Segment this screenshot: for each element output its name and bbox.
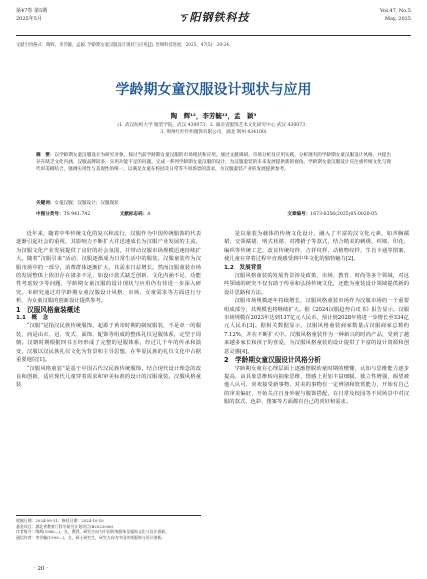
article-number-group <box>287 211 391 218</box>
abstract <box>36 152 391 173</box>
left-column <box>16 230 201 390</box>
body-paragraph: 汉服市场规模逐年持续增长，汉服风格童装市场作为汉服市场的一个重要组成部分，其规模也将继续扩大。据《2024汉服趋势白皮书》报告显示，汉服市场规模在2023年达到137亿元人民币，预计到2028年将进一步增长至334亿元人民币[3]。据相关数据显示，汉服风格童装商家数量占汉服商家总数约7.12%，并在不断扩大中。汉服风格童装作为一种新兴的时尚产品，受到了越来越多家长和孩子的喜爱，为汉服风格童装的设计提供了丰富的设计资源和创意灵感[4]。 <box>224 298 409 355</box>
body-paragraph: 汉服风格童装的发展背景涉及政策、市场、教育、时尚等多个领域，对这些领域的研究不仅有助于传承和弘扬传统文化，还能为童装设计领域提供新的设计思路和方法。 <box>224 273 409 296</box>
footnote-corresponding: 通信作者：李芳毓(1999—)，女，硕士研究生，研究方向为中国传统服饰与设计创新。 <box>16 534 166 540</box>
doc-code-group <box>120 212 165 217</box>
article-number-label: 文章编号： <box>287 212 311 217</box>
keywords-text: 女童汉服；汉服设计；汉服现状 <box>54 201 119 206</box>
keywords-label: 关键词： <box>36 201 55 206</box>
right-column <box>224 230 409 407</box>
classification-line <box>36 211 391 218</box>
subsection-heading: 1.2 发展背景 <box>224 264 262 271</box>
body-paragraph: 是以童装为载体的传统文化设计，融入了丰富的汉文化元素，如齐胸襦裙、交领襦裙、明式袄裙、对襟褙子等款式，结合精美的刺绣、织锦、印花、编织等传统工艺，改良传统纹样、吉祥纹样、动植物纹样，生肖卡通等图案，使儿童在穿着过程中直观感受到中华文化的独特魅力[2]。 <box>224 231 409 263</box>
footnote-author: 作者简介：陶辉(1980—)，女，教授，研究方向为中国传统服饰及服饰文化与设计创新。 <box>16 529 169 535</box>
header-right <box>380 7 411 23</box>
citation-line: 文献引用格式：陶辉，李芳毓，孟颖. 学龄期女童汉服设计现状与应用[J]. 丝绸科技进展，2025，47(5)：20-24. <box>16 43 231 48</box>
running-header <box>16 7 411 35</box>
doc-code-value: A <box>147 212 151 217</box>
affiliation-line: 3. 荆州红叶针织服饰有限公司，湖北 荆州 434100) <box>160 130 267 135</box>
volume-en: Vol.47, No.5 <box>380 8 411 14</box>
clc-value: TS 941.742 <box>63 212 91 217</box>
section-heading: 1 汉服风格童装概述 <box>16 305 80 314</box>
date-en: May, 2025 <box>384 16 411 22</box>
body-paragraph: 学龄期女童在心理层面上逐渐摆脱幼童时期的懵懂，认知与思维能力逐步提高，由具象思维转向抽象思维，情感上更加丰富细腻，独立性增强，渴望被他人认可，喜欢接受新事物，对美的事物有一定辨别和欣赏能力，开始有自己的审美偏好，开始关注自身外貌与服饰搭配，在日常及校园等不同场景中对汉服的款式、色彩、图案等方面都有自己的喜好和需求。 <box>224 365 409 406</box>
footnote-funding: 基金项目：湖北省教育厅科学研究计划项目(B2023096) <box>16 523 114 529</box>
subsection-heading: 1.1 概 念 <box>16 315 49 322</box>
header-rule <box>16 35 411 36</box>
journal-name: ㄎ阳钢铁科技 <box>177 11 250 24</box>
affiliation-line: (1. 武汉纺织大学 服装学院，武汉 430073；2. 湖北省服饰艺术文化研究中心 武汉 430073； <box>117 123 310 128</box>
article-title: 学龄期女童汉服设计现状与应用 <box>115 82 312 98</box>
clc-group <box>36 212 104 217</box>
date-cn: 2025年5月 <box>16 16 42 22</box>
doc-code-label: 文献标志码： <box>119 212 148 217</box>
intro-paragraph: 近年来，随着中华传统文化的复兴和流行，汉服作为中国传统服饰的代表逐渐引起社会的重视，其影响力不断扩大并迅速成长为汉服产业发展的主流，为汉服文化产业发展提供了良好的社会氛围，并带动汉服市场规模迅速持续扩大。随着“汉服引来”活动，汉服逐渐成为日常生活中的服装，汉服童装作为汉服市场中的一部分，消费群体逐渐扩大，其需求日益增长。然而汉服童装市场的发展整体上依旧存在诸多不足，如设计款式缺乏创新、文化内涵不足、功能性考虑较少等问题，学龄期女童汉服的设计现状与应用仍有待进一步深入研究。本研究通过对学龄期女童汉服设计风格、市场、女童需求等方面进行分析，为女童汉服的创新设计提供参考。 <box>16 231 201 305</box>
abstract-label: 摘 要： <box>36 153 55 158</box>
keywords <box>36 200 391 207</box>
affiliations <box>0 122 427 136</box>
body-paragraph: “汉服风格童装”是基于中国古代汉民族传统服饰，结合现代设计理念的改良和创新，适应现代儿童穿着需求和审美标准的设计的汉服童装。汉服风格童装 <box>16 365 201 389</box>
footnote-block <box>16 515 201 540</box>
body-paragraph: “汉服”是指汉民族传统服饰，起源于黄帝时期的制度服装，不是单一的服装，而是由衣、冠、发式、面饰、配饰等组成的整体礼仪冠服体系，定型于周朝。汉朝时期根据四书五经形成了完整的冠服体系，经过几千年的传承和演变，汉服以汉民族礼仪文化为背景和主导思想，在华夏民族的礼仪文化中占据重要地位[1]。 <box>16 323 201 364</box>
footnote-received: 收稿日期：2024-09-11；修回日期：2024-10-10 <box>16 518 104 523</box>
abstract-text: 以学龄期女童汉服设计为研究对象，探讨当前学龄期女童汉服的市场现状和应用。通过文献调研、市场分析及应用实践，分析现有的学龄期女童汉服设计风格，并提出存在缺乏文化内涵、汉服品牌较多，实用功能不足的问题。完成一系列学龄期女童汉服的设计，为汉服童装的未来发展提供新的视角。学龄期女童汉服设计应注重传统文化与现代审美相结合，强调实用性与美观性的统一，以满足女童在校园及日常等不同场景的需求，为汉服童装产业的发展提供参考。 <box>36 153 391 172</box>
page-number: · 20 · <box>34 566 48 572</box>
section-heading: 2 学龄期女童汉服设计风格分析 <box>224 356 321 365</box>
clc-label: 中图分类号： <box>36 212 64 217</box>
volume-cn: 第47卷 第5期 <box>16 8 48 14</box>
author-list: 陶 辉¹²，李芳毓¹³，孟 颖³ <box>170 112 257 120</box>
article-number-value: 1673-0356(2025)05-0020-05 <box>310 212 377 217</box>
